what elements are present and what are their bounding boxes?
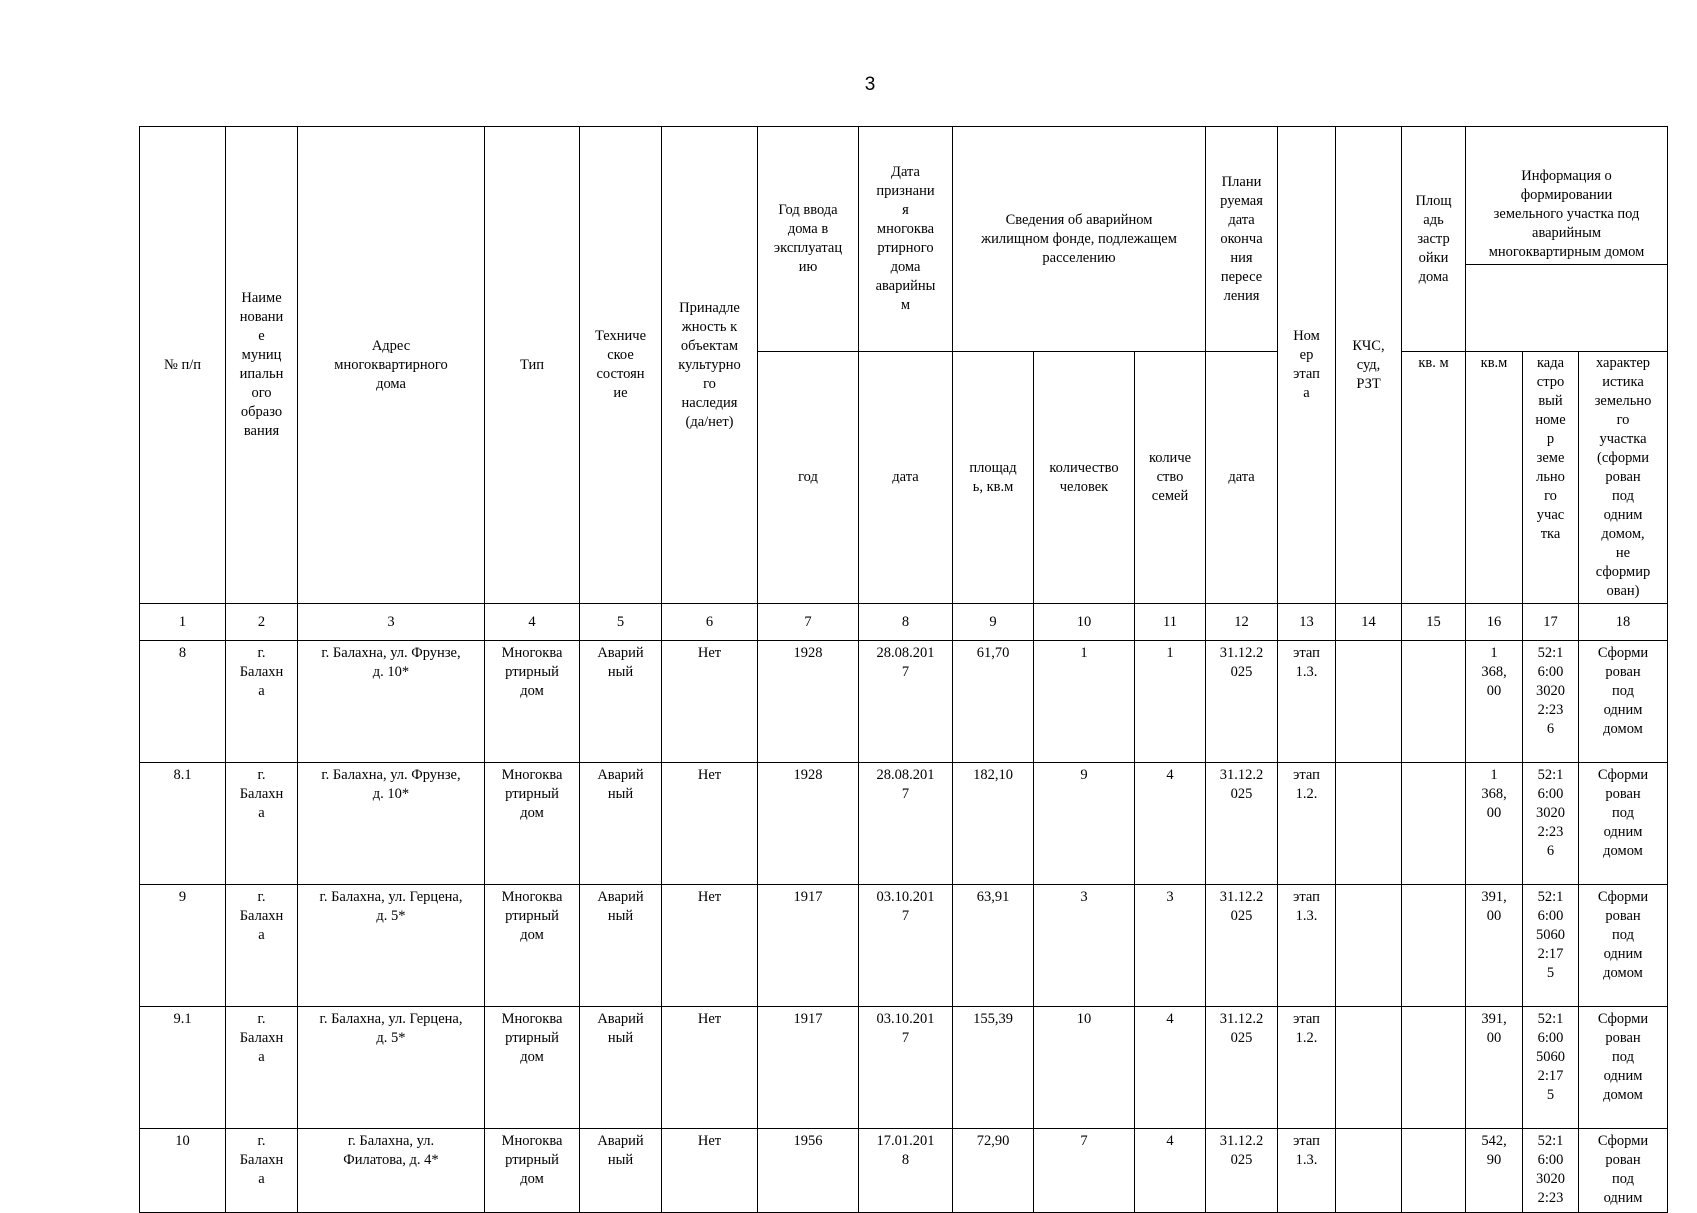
recognition-date-cell: 17.01.201 8 bbox=[859, 1129, 953, 1213]
area-cell: 72,90 bbox=[953, 1129, 1034, 1213]
planned-date-cell: 31.12.2 025 bbox=[1206, 763, 1278, 885]
municipality-cell: г. Балахн а bbox=[226, 885, 298, 1007]
header-year: Год ввода дома в эксплуатац ию bbox=[758, 127, 859, 352]
subheader-plan-date: дата bbox=[1206, 352, 1278, 604]
header-address: Адрес многоквартирного дома bbox=[298, 127, 485, 604]
subheader-area: площад ь, кв.м bbox=[953, 352, 1034, 604]
heritage-cell: Нет bbox=[662, 1129, 758, 1213]
address-cell: г. Балахна, ул. Фрунзе, д. 10* bbox=[298, 763, 485, 885]
cadastre-cell: 52:1 6:00 5060 2:17 5 bbox=[1523, 885, 1579, 1007]
area-cell: 182,10 bbox=[953, 763, 1034, 885]
land-character-cell: Сформи рован под одним домом bbox=[1579, 641, 1668, 763]
recognition-date-cell: 28.08.201 7 bbox=[859, 641, 953, 763]
people-cell: 3 bbox=[1034, 885, 1135, 1007]
header-heritage: Принадле жность к объектам культурно го наследия (да/нет) bbox=[662, 127, 758, 604]
cadastre-cell: 52:1 6:00 3020 2:23 6 bbox=[1523, 763, 1579, 885]
year-cell: 1928 bbox=[758, 641, 859, 763]
year-cell: 1917 bbox=[758, 1007, 859, 1129]
subheader-people: количество человек bbox=[1034, 352, 1135, 604]
area-cell: 155,39 bbox=[953, 1007, 1034, 1129]
table-row bbox=[140, 641, 1668, 763]
cadastre-cell: 52:1 6:00 3020 2:23 6 bbox=[1523, 641, 1579, 763]
area-cell: 63,91 bbox=[953, 885, 1034, 1007]
type-cell: Многоква ртирный дом bbox=[485, 763, 580, 885]
state-cell: Аварий ный bbox=[580, 885, 662, 1007]
column-number: 13 bbox=[1278, 604, 1336, 641]
type-cell: Многоква ртирный дом bbox=[485, 885, 580, 1007]
heritage-cell: Нет bbox=[662, 885, 758, 1007]
row-number: 10 bbox=[140, 1129, 226, 1213]
row-number: 9 bbox=[140, 885, 226, 1007]
municipality-cell: г. Балахн а bbox=[226, 763, 298, 885]
page-number: 3 bbox=[864, 74, 876, 95]
planned-date-cell: 31.12.2 025 bbox=[1206, 1007, 1278, 1129]
build-area-cell bbox=[1402, 763, 1466, 885]
year-cell: 1956 bbox=[758, 1129, 859, 1213]
data-rows bbox=[140, 641, 1668, 1213]
land-area-cell: 391, 00 bbox=[1466, 885, 1523, 1007]
emergency-housing-table bbox=[139, 126, 1668, 1213]
column-number: 8 bbox=[859, 604, 953, 641]
build-area-cell bbox=[1402, 885, 1466, 1007]
header-emergency-fund: Сведения об аварийном жилищном фонде, подлежащем расселению bbox=[953, 127, 1206, 352]
families-cell: 1 bbox=[1135, 641, 1206, 763]
families-cell: 3 bbox=[1135, 885, 1206, 1007]
column-number: 1 bbox=[140, 604, 226, 641]
subheader-character: характер истика земельно го участка (сформи рован под одним домом, не сформир ован) bbox=[1579, 352, 1668, 604]
header-build-area: Площ адь застр ойки дома bbox=[1402, 127, 1466, 352]
column-number: 18 bbox=[1579, 604, 1668, 641]
land-character-cell: Сформи рован под одним домом bbox=[1579, 1007, 1668, 1129]
heritage-cell: Нет bbox=[662, 1007, 758, 1129]
year-cell: 1928 bbox=[758, 763, 859, 885]
header-planned-date: Плани руемая дата оконча ния пересе ления bbox=[1206, 127, 1278, 352]
municipality-cell: г. Балахн а bbox=[226, 1129, 298, 1213]
recognition-date-cell: 03.10.201 7 bbox=[859, 1007, 953, 1129]
type-cell: Многоква ртирный дом bbox=[485, 1129, 580, 1213]
subheader-sq-m-land: кв.м bbox=[1466, 352, 1523, 604]
planned-date-cell: 31.12.2 025 bbox=[1206, 641, 1278, 763]
planned-date-cell: 31.12.2 025 bbox=[1206, 885, 1278, 1007]
families-cell: 4 bbox=[1135, 1007, 1206, 1129]
type-cell: Многоква ртирный дом bbox=[485, 641, 580, 763]
row-number: 9.1 bbox=[140, 1007, 226, 1129]
header-recognition-date: Дата признани я многоква ртирного дома аварийны м bbox=[859, 127, 953, 352]
stage-cell: этап 1.2. bbox=[1278, 1007, 1336, 1129]
land-area-cell: 542, 90 bbox=[1466, 1129, 1523, 1213]
land-character-cell: Сформи рован под одним домом bbox=[1579, 763, 1668, 885]
address-cell: г. Балахна, ул. Герцена, д. 5* bbox=[298, 1007, 485, 1129]
column-number: 10 bbox=[1034, 604, 1135, 641]
header-stage: Ном ер этап а bbox=[1278, 127, 1336, 604]
state-cell: Аварий ный bbox=[580, 1129, 662, 1213]
column-number-row bbox=[140, 604, 1668, 641]
row-number: 8.1 bbox=[140, 763, 226, 885]
kchs-cell bbox=[1336, 885, 1402, 1007]
column-number: 6 bbox=[662, 604, 758, 641]
stage-cell: этап 1.3. bbox=[1278, 641, 1336, 763]
heritage-cell: Нет bbox=[662, 763, 758, 885]
subheader-cadastre: када стро вый номе р земе льно го учас тка bbox=[1523, 352, 1579, 604]
table-row bbox=[140, 763, 1668, 885]
column-number: 9 bbox=[953, 604, 1034, 641]
header-technical-state: Техниче ское состоян ие bbox=[580, 127, 662, 604]
recognition-date-cell: 03.10.201 7 bbox=[859, 885, 953, 1007]
column-number: 3 bbox=[298, 604, 485, 641]
cadastre-cell: 52:1 6:00 5060 2:17 5 bbox=[1523, 1007, 1579, 1129]
kchs-cell bbox=[1336, 763, 1402, 885]
state-cell: Аварий ный bbox=[580, 1007, 662, 1129]
subheader-date: дата bbox=[859, 352, 953, 604]
land-area-cell: 1 368, 00 bbox=[1466, 763, 1523, 885]
column-number: 17 bbox=[1523, 604, 1579, 641]
header-kchs: КЧС, суд, РЗТ bbox=[1336, 127, 1402, 604]
state-cell: Аварий ный bbox=[580, 641, 662, 763]
column-number: 12 bbox=[1206, 604, 1278, 641]
kchs-cell bbox=[1336, 641, 1402, 763]
header-municipality: Наиме новани е муниц ипальн ого образо вания bbox=[226, 127, 298, 604]
column-number: 15 bbox=[1402, 604, 1466, 641]
families-cell: 4 bbox=[1135, 1129, 1206, 1213]
header-number: № п/п bbox=[140, 127, 226, 604]
land-area-cell: 1 368, 00 bbox=[1466, 641, 1523, 763]
people-cell: 1 bbox=[1034, 641, 1135, 763]
column-number: 14 bbox=[1336, 604, 1402, 641]
build-area-cell bbox=[1402, 641, 1466, 763]
kchs-cell bbox=[1336, 1007, 1402, 1129]
stage-cell: этап 1.2. bbox=[1278, 763, 1336, 885]
table-row bbox=[140, 885, 1668, 1007]
year-cell: 1917 bbox=[758, 885, 859, 1007]
type-cell: Многоква ртирный дом bbox=[485, 1007, 580, 1129]
subheader-families: количе ство семей bbox=[1135, 352, 1206, 604]
header-row bbox=[140, 127, 1668, 352]
address-cell: г. Балахна, ул. Герцена, д. 5* bbox=[298, 885, 485, 1007]
header-land-info: Информация о формировании земельного участка под аварийным многоквартирным домом bbox=[1466, 165, 1667, 265]
cadastre-cell: 52:1 6:00 3020 2:23 bbox=[1523, 1129, 1579, 1213]
state-cell: Аварий ный bbox=[580, 763, 662, 885]
column-number: 7 bbox=[758, 604, 859, 641]
people-cell: 7 bbox=[1034, 1129, 1135, 1213]
row-number: 8 bbox=[140, 641, 226, 763]
table-row bbox=[140, 1007, 1668, 1129]
heritage-cell: Нет bbox=[662, 641, 758, 763]
stage-cell: этап 1.3. bbox=[1278, 885, 1336, 1007]
subheader-sq-m: кв. м bbox=[1402, 352, 1466, 604]
column-number: 2 bbox=[226, 604, 298, 641]
people-cell: 9 bbox=[1034, 763, 1135, 885]
column-number: 11 bbox=[1135, 604, 1206, 641]
land-character-cell: Сформи рован под одним bbox=[1579, 1129, 1668, 1213]
address-cell: г. Балахна, ул. Фрунзе, д. 10* bbox=[298, 641, 485, 763]
subheader-year: год bbox=[758, 352, 859, 604]
column-number: 5 bbox=[580, 604, 662, 641]
build-area-cell bbox=[1402, 1007, 1466, 1129]
header-type: Тип bbox=[485, 127, 580, 604]
municipality-cell: г. Балахн а bbox=[226, 1007, 298, 1129]
header-land-info-group bbox=[1466, 127, 1668, 352]
area-cell: 61,70 bbox=[953, 641, 1034, 763]
land-character-cell: Сформи рован под одним домом bbox=[1579, 885, 1668, 1007]
stage-cell: этап 1.3. bbox=[1278, 1129, 1336, 1213]
people-cell: 10 bbox=[1034, 1007, 1135, 1129]
column-number: 16 bbox=[1466, 604, 1523, 641]
families-cell: 4 bbox=[1135, 763, 1206, 885]
municipality-cell: г. Балахн а bbox=[226, 641, 298, 763]
column-number: 4 bbox=[485, 604, 580, 641]
recognition-date-cell: 28.08.201 7 bbox=[859, 763, 953, 885]
address-cell: г. Балахна, ул. Филатова, д. 4* bbox=[298, 1129, 485, 1213]
land-area-cell: 391, 00 bbox=[1466, 1007, 1523, 1129]
planned-date-cell: 31.12.2 025 bbox=[1206, 1129, 1278, 1213]
